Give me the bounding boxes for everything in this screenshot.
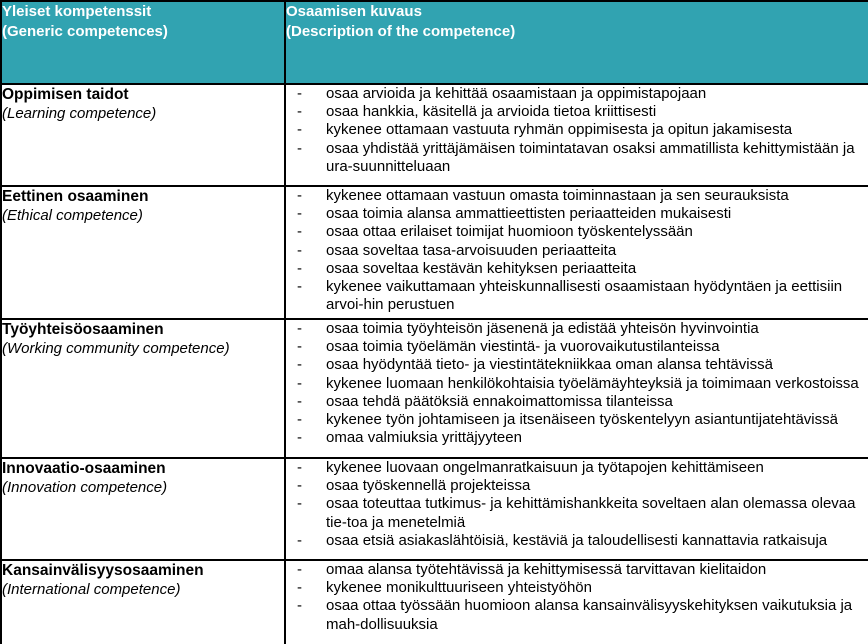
bullet-dash-marker: -: [297, 338, 302, 356]
bullet-item: [286, 320, 868, 338]
bullet-item: [286, 393, 868, 411]
bullet-dash-marker: -: [297, 392, 302, 410]
bullet-item: [286, 411, 868, 429]
bullet-text: kykenee luomaan henkilökohtaisia työelämäyhteyksiä ja toimimaan verkostoissa: [326, 374, 859, 392]
bullet-list: [286, 187, 868, 314]
bullet-dash-marker: -: [297, 241, 302, 259]
bullet-item: [286, 375, 868, 393]
competence-description-cell: [285, 458, 868, 560]
bullet-dash-marker: -: [297, 429, 302, 447]
bullet-item: [286, 338, 868, 356]
header-cell-generic-competences: [1, 1, 285, 84]
bullet-item: [286, 356, 868, 374]
competence-title-fi: Työyhteisöosaaminen: [2, 321, 164, 338]
bullet-dash-marker: -: [297, 495, 302, 513]
header-cell-description: [285, 1, 868, 84]
bullet-item: [286, 429, 868, 447]
bullet-item: [286, 223, 868, 241]
bullet-list: [286, 561, 868, 634]
competence-name-cell: [1, 186, 285, 319]
competence-name-cell: [1, 319, 285, 458]
bullet-list: [286, 459, 868, 550]
bullet-text: osaa hankkia, käsitellä ja arvioida tietoa kriittisesti: [326, 103, 657, 121]
header-generic-competences-fi: Yleiset kompetenssit: [2, 3, 152, 20]
table-header-row: [1, 1, 868, 84]
bullet-item: [286, 242, 868, 260]
bullet-dash-marker: -: [297, 223, 302, 241]
bullet-item: [286, 495, 868, 531]
bullet-item: [286, 597, 868, 633]
competence-title-fi: Innovaatio-osaaminen: [2, 460, 166, 477]
bullet-dash-marker: -: [297, 374, 302, 392]
bullet-item: [286, 459, 868, 477]
bullet-dash-marker: -: [297, 561, 302, 578]
competence-title-en: (Learning competence): [2, 105, 157, 122]
bullet-dash-marker: -: [297, 531, 302, 549]
bullet-text: omaa alansa työtehtävissä ja kehittymisessä tarvittavan kielitaidon: [326, 561, 767, 578]
bullet-item: [286, 579, 868, 597]
competence-description-cell: [285, 319, 868, 458]
bullet-text: osaa ottaa erilaiset toimijat huomioon työskentelyssään: [326, 223, 693, 241]
bullet-item: [286, 477, 868, 495]
bullet-text: osaa soveltaa tasa-arvoisuuden periaatteita: [326, 241, 617, 259]
bullet-text: osaa työskennellä projekteissa: [326, 477, 531, 495]
bullet-text: kykenee työn johtamiseen ja itsenäiseen työskentelyyn asiantuntijatehtävissä: [326, 411, 838, 429]
bullet-item: [286, 187, 868, 205]
table-row-innovation-competence: [1, 458, 868, 560]
bullet-list: [286, 320, 868, 447]
bullet-dash-marker: -: [297, 579, 302, 597]
competence-name-cell: [1, 84, 285, 186]
bullet-item: [286, 561, 868, 579]
bullet-text: osaa arvioida ja kehittää osaamistaan ja oppimistapojaan: [326, 85, 707, 102]
bullet-item: [286, 103, 868, 121]
bullet-dash-marker: -: [297, 477, 302, 495]
bullet-text: kykenee monikulttuuriseen yhteistyöhön: [326, 579, 592, 597]
bullet-dash-marker: -: [297, 597, 302, 615]
bullet-dash-marker: -: [297, 187, 302, 204]
bullet-dash-marker: -: [297, 139, 302, 157]
header-description-en: (Description of the competence): [286, 23, 516, 40]
bullet-item: [286, 140, 868, 176]
competence-name-cell: [1, 560, 285, 644]
competence-title-en: (Innovation competence): [2, 479, 168, 496]
competence-title-fi: Kansainvälisyysosaaminen: [2, 562, 204, 579]
bullet-text: kykenee ottamaan vastuun omasta toiminnastaan ja sen seurauksista: [326, 187, 789, 204]
bullet-dash-marker: -: [297, 459, 302, 476]
bullet-item: [286, 121, 868, 139]
bullet-text: osaa toimia työyhteisön jäsenenä ja edistää yhteisön hyvinvointia: [326, 320, 759, 337]
bullet-text: osaa etsiä asiakaslähtöisiä, kestäviä ja taloudellisesti kannattavia ratkaisuja: [326, 531, 828, 549]
competence-title-fi: Eettinen osaaminen: [2, 188, 149, 205]
bullet-text: kykenee luovaan ongelmanratkaisuun ja työtapojen kehittämiseen: [326, 459, 764, 476]
bullet-item: [286, 278, 868, 314]
competence-description-cell: [285, 84, 868, 186]
bullet-item: [286, 85, 868, 103]
competence-title-fi: Oppimisen taidot: [2, 86, 129, 103]
bullet-text: omaa valmiuksia yrittäjyyteen: [326, 429, 522, 447]
table-row-international-competence: [1, 560, 868, 644]
bullet-item: [286, 260, 868, 278]
bullet-item: [286, 205, 868, 223]
table-row-learning-competence: [1, 84, 868, 186]
bullet-text: osaa yhdistää yrittäjämäisen toimintatavan osaksi ammatillista kehittymistään ja ura-suunnitteluaan: [326, 139, 855, 175]
bullet-dash-marker: -: [297, 411, 302, 429]
bullet-list: [286, 85, 868, 176]
bullet-dash-marker: -: [297, 205, 302, 223]
bullet-dash-marker: -: [297, 259, 302, 277]
competence-title-en: (Working community competence): [2, 340, 230, 357]
bullet-text: kykenee ottamaan vastuuta ryhmän oppimisesta ja opitun jakamisesta: [326, 121, 793, 139]
bullet-dash-marker: -: [297, 103, 302, 121]
bullet-text: osaa tehdä päätöksiä ennakoimattomissa tilanteissa: [326, 392, 673, 410]
competence-title-en: (Ethical competence): [2, 207, 143, 224]
bullet-text: osaa soveltaa kestävän kehityksen periaatteita: [326, 259, 637, 277]
bullet-item: [286, 532, 868, 550]
table-row-working-community-competence: [1, 319, 868, 458]
header-description-fi: Osaamisen kuvaus: [286, 3, 422, 20]
bullet-text: osaa toimia työelämän viestintä- ja vuorovaikutustilanteissa: [326, 338, 720, 356]
competence-description-cell: [285, 560, 868, 644]
bullet-text: osaa toteuttaa tutkimus- ja kehittämishankkeita soveltaen alan olemassa olevaa tie-toa ja menetelmiä: [326, 495, 856, 531]
bullet-text: osaa toimia alansa ammattieettisten periaatteiden mukaisesti: [326, 205, 732, 223]
table-row-ethical-competence: [1, 186, 868, 319]
bullet-text: osaa hyödyntää tieto- ja viestintätekniikkaa oman alansa tehtävissä: [326, 356, 773, 374]
bullet-dash-marker: -: [297, 85, 302, 102]
bullet-text: osaa ottaa työssään huomioon alansa kansainvälisyyskehityksen vaikutuksia ja mah-dollisuuksia: [326, 597, 853, 633]
bullet-dash-marker: -: [297, 278, 302, 296]
bullet-dash-marker: -: [297, 121, 302, 139]
competence-title-en: (International competence): [2, 581, 181, 598]
competence-description-cell: [285, 186, 868, 319]
header-generic-competences-en: (Generic competences): [2, 23, 168, 40]
bullet-dash-marker: -: [297, 320, 302, 337]
bullet-dash-marker: -: [297, 356, 302, 374]
competence-name-cell: [1, 458, 285, 560]
bullet-text: kykenee vaikuttamaan yhteiskunnallisesti osaamistaan hyödyntäen ja eettisiin arvoi-hin perustuen: [326, 278, 843, 314]
